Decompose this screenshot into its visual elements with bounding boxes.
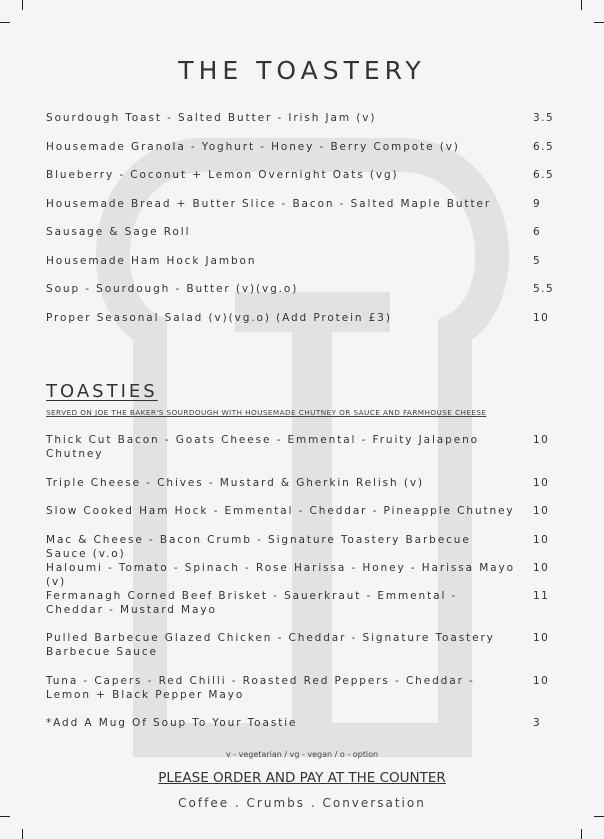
menu-item-price: 10 bbox=[533, 675, 550, 687]
menu-title: THE TOASTERY bbox=[178, 56, 426, 85]
crop-mark bbox=[0, 22, 10, 23]
crop-mark bbox=[581, 829, 582, 839]
dietary-key: v - vegetarian / vg - vegan / o - option bbox=[225, 750, 379, 759]
menu-item-name: Triple Cheese - Chives - Mustard & Gherkin Relish (v) bbox=[46, 477, 424, 489]
crop-mark bbox=[594, 816, 604, 817]
menu-item-name: Haloumi - Tomato - Spinach - Rose Harissa - Honey - Harissa Mayo (v) bbox=[46, 562, 515, 588]
menu-item-price: 3.5 bbox=[533, 112, 555, 124]
menu-item-price: 10 bbox=[533, 312, 550, 324]
menu-item-name: Fermanagh Corned Beef Brisket - Sauerkraut - Emmental - Cheddar - Mustard Mayo bbox=[46, 590, 458, 616]
menu-item-name: Slow Cooked Ham Hock - Emmental - Cheddar - Pineapple Chutney bbox=[46, 505, 515, 517]
toasties-subheading: SERVED ON JOE THE BAKER'S SOURDOUGH WITH HOUSEMADE CHUTNEY OR SAUCE AND FARMHOUSE CHEESE bbox=[46, 408, 487, 417]
menu-item-name: Soup - Sourdough - Butter (v)(vg.o) bbox=[46, 283, 299, 295]
tagline: Coffee . Crumbs . Conversation bbox=[178, 796, 426, 810]
menu-item-name: Housemade Granola - Yoghurt - Honey - Berry Compote (v) bbox=[46, 141, 460, 153]
menu-item-price: 5.5 bbox=[533, 283, 555, 295]
menu-item-price: 10 bbox=[533, 632, 550, 644]
menu-item-name: Pulled Barbecue Glazed Chicken - Cheddar - Signature Toastery Barbecue Sauce bbox=[46, 632, 495, 658]
menu-item-name: Housemade Ham Hock Jambon bbox=[46, 255, 257, 267]
menu-item-name: Housemade Bread + Butter Slice - Bacon - Salted Maple Butter bbox=[46, 198, 492, 210]
menu-item-price: 5 bbox=[533, 255, 542, 267]
menu-item-name: Sourdough Toast - Salted Butter - Irish Jam (v) bbox=[46, 112, 377, 124]
toasties-heading: TOASTIES bbox=[46, 381, 158, 402]
menu-item-price: 10 bbox=[533, 562, 550, 574]
order-notice: PLEASE ORDER AND PAY AT THE COUNTER bbox=[158, 770, 446, 786]
menu-item-name: Thick Cut Bacon - Goats Cheese - Emmental - Fruity Jalapeno Chutney bbox=[46, 434, 479, 460]
menu-item-name: Tuna - Capers - Red Chilli - Roasted Red Peppers - Cheddar - Lemon + Black Pepper Mayo bbox=[46, 675, 475, 701]
menu-item-price: 9 bbox=[533, 198, 542, 210]
menu-item-price: 11 bbox=[533, 590, 550, 602]
crop-mark bbox=[594, 22, 604, 23]
crop-mark bbox=[22, 829, 23, 839]
menu-item-price: 10 bbox=[533, 477, 550, 489]
menu-item-name: Proper Seasonal Salad (v)(vg.o) (Add Protein £3) bbox=[46, 312, 392, 324]
menu-item-price: 10 bbox=[533, 434, 550, 446]
menu-item-price: 6 bbox=[533, 226, 542, 238]
menu-item-price: 10 bbox=[533, 534, 550, 546]
menu-item-price: 6.5 bbox=[533, 169, 555, 181]
crop-mark bbox=[22, 0, 23, 10]
menu-item-name: Sausage & Sage Roll bbox=[46, 226, 191, 238]
crop-mark bbox=[581, 0, 582, 10]
crop-mark bbox=[0, 816, 10, 817]
menu-item-price: 6.5 bbox=[533, 141, 555, 153]
menu-item-name: Blueberry - Coconut + Lemon Overnight Oats (vg) bbox=[46, 169, 399, 181]
menu-item-price: 10 bbox=[533, 505, 550, 517]
menu-item-name: Mac & Cheese - Bacon Crumb - Signature Toastery Barbecue Sauce (v.o) bbox=[46, 534, 471, 560]
menu-item-price: 3 bbox=[533, 717, 542, 729]
menu-item-name: *Add A Mug Of Soup To Your Toastie bbox=[46, 717, 298, 729]
